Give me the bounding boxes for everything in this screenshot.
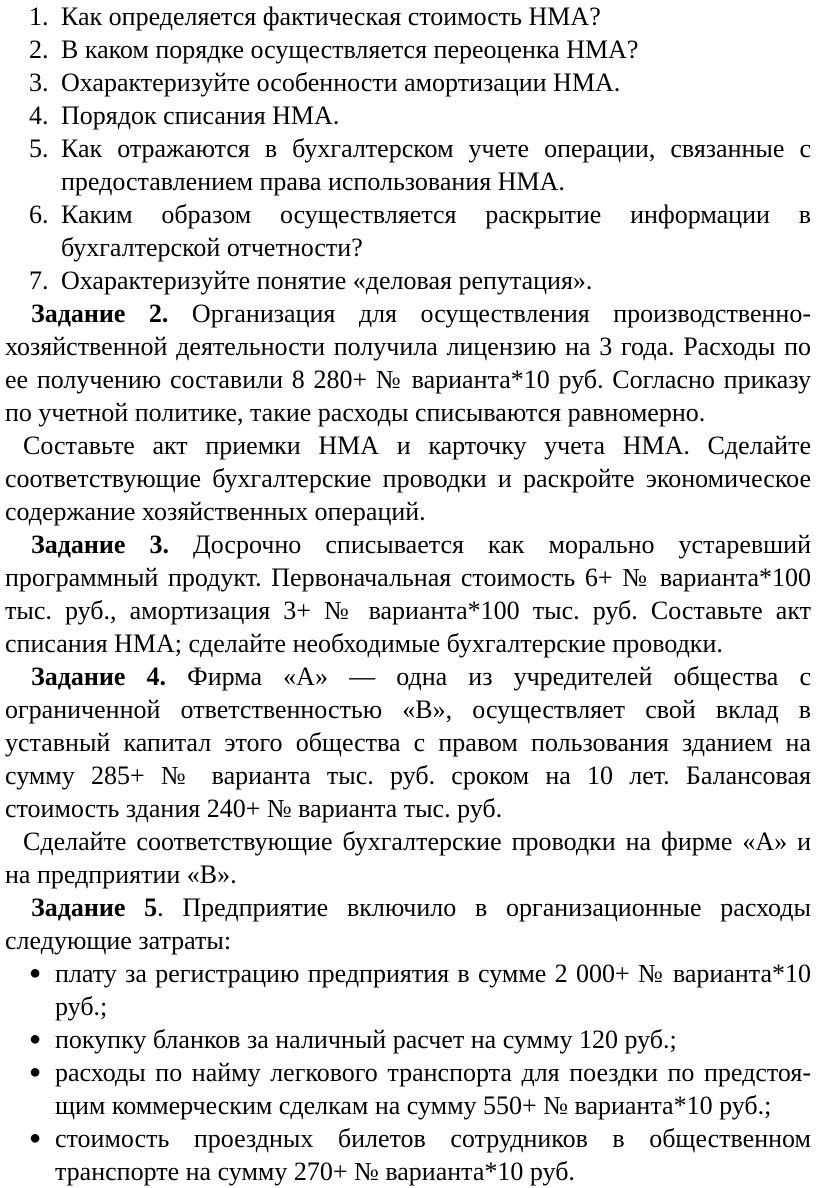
expense-item <box>5 1056 811 1122</box>
question-text: Порядок списания НМА. <box>61 101 340 130</box>
expense-item <box>5 1023 811 1056</box>
task-4-note: Сделайте соответствующие бухгалтерские проводки на фирме «А» и на предприятии «В». <box>5 827 811 889</box>
task-4-text: Фирма «А» — одна из учредителей общества с ограниченной ответственностью «В», осуществляет свой вклад в уставный капитал этого общества с правом пользования зданием на сумму 285+ № варианта тыс. руб. сроком на 10 лет. Балансовая стоимость здания 240+ № варианта тыс. руб. <box>5 662 811 823</box>
bullet-icon: ● <box>29 1061 42 1083</box>
bullet-icon: ● <box>29 1028 42 1050</box>
expense-text: расходы по найму легкового транспорта для поездки по предстоя-щим коммерческим сделкам на сумму 550+ № варианта*10 руб.; <box>55 1058 811 1120</box>
task-3-text: Досрочно списывается как морально устаревший программный продукт. Первоначальная стоимость 6+ № варианта*100 тыс. руб., амортизация 3+ № варианта*100 тыс. руб. Составьте акт списания НМА; сделайте необходимые бухгалтерские проводки. <box>5 530 811 658</box>
question-number: 3. <box>29 68 49 97</box>
question-number: 6. <box>29 200 49 229</box>
task-4-label: Задание 4. <box>31 662 167 691</box>
expense-text: стоимость проездных билетов сотрудников в общественном транспорте на сумму 270+ № варианта*10 руб. <box>55 1124 811 1186</box>
expense-text: плату за регистрацию предприятия в сумме 2 000+ № варианта*10 руб.; <box>55 959 811 1021</box>
task-4 <box>5 660 811 825</box>
task-2-label: Задание 2. <box>31 299 169 328</box>
task-2 <box>5 297 811 429</box>
expense-text: покупку бланков за наличный расчет на сумму 120 руб.; <box>55 1025 677 1054</box>
question-number: 1. <box>29 2 49 31</box>
question-text: Охарактеризуйте особенности амортизации НМА. <box>61 68 621 97</box>
task-2-text: Организация для осуществления производственно-хозяйственной деятельности получила лицензию на 3 года. Расходы по ее получению составили 8 280+ № варианта*10 руб. Согласно приказу по учетной политике, такие расходы списываются равномерно. <box>5 299 811 427</box>
expense-item <box>5 957 811 1023</box>
task-3-label: Задание 3. <box>31 530 169 559</box>
task-5-expense-list <box>5 957 811 1188</box>
question-item <box>5 33 811 66</box>
question-text: Каким образом осуществляется раскрытие информации в бухгалтерской отчетности? <box>61 200 811 262</box>
question-item <box>5 99 811 132</box>
question-number: 7. <box>29 266 49 295</box>
question-text: В каком порядке осуществляется переоценка НМА? <box>61 35 639 64</box>
question-number: 5. <box>29 134 49 163</box>
question-item <box>5 132 811 198</box>
question-number: 2. <box>29 35 49 64</box>
task-5 <box>5 891 811 957</box>
questions-list <box>5 0 811 297</box>
question-item <box>5 264 811 297</box>
task-5-text: . Предприятие включило в организационные расходы следующие затраты: <box>5 893 811 955</box>
task-3 <box>5 528 811 660</box>
question-text: Охарактеризуйте понятие «деловая репутация». <box>61 266 593 295</box>
bullet-icon: ● <box>29 1127 42 1149</box>
task-5-label: Задание 5 <box>31 893 158 922</box>
question-item <box>5 198 811 264</box>
question-item <box>5 0 811 33</box>
question-item <box>5 66 811 99</box>
question-number: 4. <box>29 101 49 130</box>
expense-item <box>5 1122 811 1188</box>
question-text: Как отражаются в бухгалтерском учете операции, связанные с предоставлением права использования НМА. <box>61 134 811 196</box>
question-text: Как определяется фактическая стоимость НМА? <box>61 2 601 31</box>
task-2-note: Составьте акт приемки НМА и карточку учета НМА. Сделайте соответствующие бухгалтерские проводки и раскройте экономическое содержание хозяйственных операций. <box>5 431 811 526</box>
bullet-icon: ● <box>29 962 42 984</box>
